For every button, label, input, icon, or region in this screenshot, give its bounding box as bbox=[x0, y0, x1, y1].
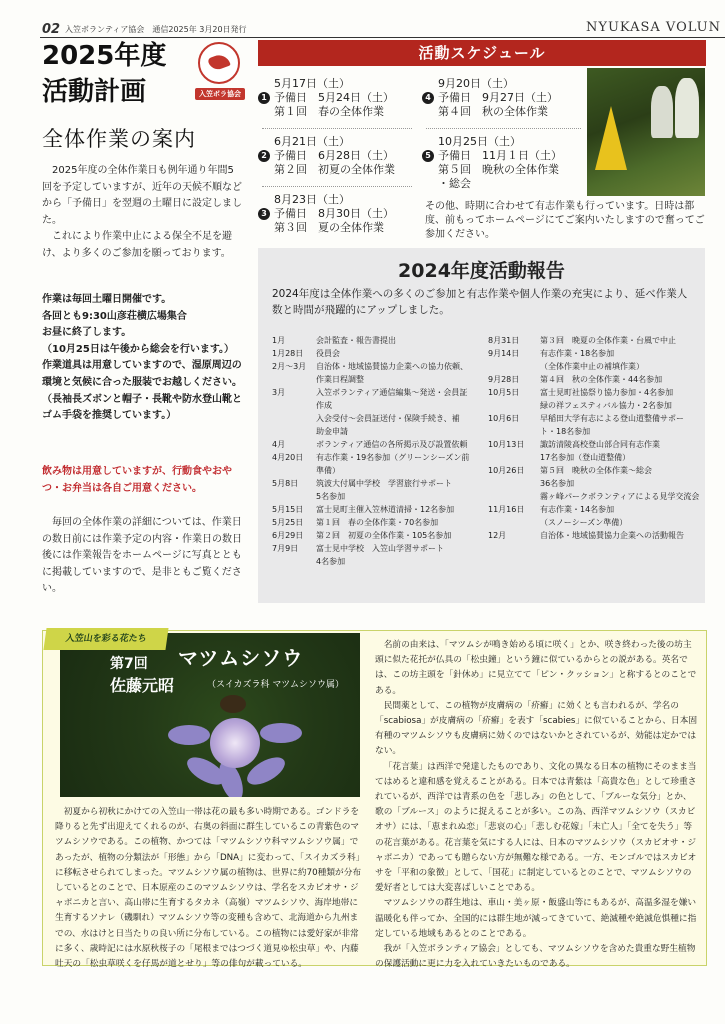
report-row bbox=[488, 464, 700, 477]
report-date: 10月6日 bbox=[488, 414, 520, 423]
flower-family: （スイカズラ科 マツムシソウ属） bbox=[207, 680, 345, 690]
work-info bbox=[42, 292, 247, 425]
work-info-line: 作業は毎回土曜日開催です。 bbox=[42, 294, 172, 305]
report-row bbox=[272, 555, 487, 568]
report-row bbox=[488, 373, 700, 386]
report-entry: 富士見町主催入笠林道清掃・12名参加 bbox=[316, 505, 455, 514]
report-entry: 早稲田大学有志による登山道整備サポー bbox=[540, 414, 684, 423]
report-entry: 富士見町社協祭り協力参加・4名参加 bbox=[540, 388, 674, 397]
report-date bbox=[272, 425, 316, 438]
report-row bbox=[272, 438, 487, 451]
flower-text-right bbox=[375, 638, 700, 972]
detail-text bbox=[42, 515, 247, 598]
report-date bbox=[272, 555, 316, 568]
flower-paragraph: 名前の由来は、「マツムシが鳴き始める頃に咲く」とか、咲き終わった後の坊主頭に似た花托が仏具の「松虫鐘」という鐘に似ているからとの説がある。英名では、この坊主頭を「針休め」に見立てて「ピン・クッション」と称するとのことである。 bbox=[375, 640, 697, 696]
schedule-item-5 bbox=[422, 135, 562, 191]
petal bbox=[168, 725, 210, 745]
schedule-item-1 bbox=[258, 77, 394, 119]
report-list-left bbox=[272, 334, 487, 568]
schedule-item-2 bbox=[258, 135, 395, 177]
schedule-item-4 bbox=[422, 77, 558, 119]
report-row bbox=[272, 490, 487, 503]
report-date: 4月 bbox=[272, 440, 286, 449]
sign-board-icon bbox=[595, 106, 627, 170]
bee-icon bbox=[220, 695, 246, 713]
report-row bbox=[272, 451, 487, 464]
report-date bbox=[272, 464, 316, 477]
report-entry: 第１回 春の全体作業・70名参加 bbox=[316, 518, 439, 527]
report-entry: 諏訪清陵高校登山部合同有志作業 bbox=[540, 440, 660, 449]
report-entry: 4名参加 bbox=[316, 557, 346, 566]
report-row bbox=[272, 477, 487, 490]
report-row bbox=[488, 503, 700, 516]
section-title: 全体作業の案内 bbox=[42, 127, 196, 151]
report-row bbox=[272, 464, 487, 477]
logo-badge-icon bbox=[198, 42, 240, 84]
report-lead: 2024年度は全体作業への多くのご参加と有志作業や個人作業の充実により、延べ作業人数と時間が飛躍的にアップしました。 bbox=[272, 288, 688, 316]
report-row bbox=[272, 386, 487, 399]
schedule-title: 活動スケジュール bbox=[258, 40, 706, 66]
number-badge: 4 bbox=[422, 92, 434, 104]
report-date: 1月28日 bbox=[272, 349, 304, 358]
brand-name: NYUKASA VOLUN bbox=[586, 20, 721, 35]
report-row bbox=[488, 360, 700, 373]
report-date: 5月15日 bbox=[272, 505, 304, 514]
report-entry: 第４回 秋の全体作業・44名参加 bbox=[540, 375, 663, 384]
plan-title-line2: 活動計画 bbox=[42, 77, 147, 107]
flower-center bbox=[210, 718, 260, 768]
report-entry: 作成 bbox=[316, 401, 332, 410]
divider bbox=[426, 128, 581, 129]
report-entry: 富士見中学校 入笠山学習サポート bbox=[316, 544, 444, 553]
report-row bbox=[488, 529, 700, 542]
report-date: 3月 bbox=[272, 388, 286, 397]
report-entry: 第５回 晩秋の全体作業～総会 bbox=[540, 466, 652, 475]
report-date: 5月25日 bbox=[272, 518, 304, 527]
report-date bbox=[488, 451, 540, 464]
report-date bbox=[488, 360, 540, 373]
flower-paragraph: マツムシソウの群生地は、車山・美ヶ原・飯盛山等にもあるが、高温多湿を嫌い温暖化も伴ってか、全国的には群生地が減ってきていて、絶滅種や絶滅危惧種に指定している地域もあるとのことである。 bbox=[375, 898, 697, 939]
schedule-reserve: 予備日 6月28日（土） bbox=[274, 149, 394, 162]
detail-paragraph: 毎回の全体作業の詳細については、作業日の数日前には作業予定の内容・作業日の数日後には作業報告をホームページに写真とともに掲載していますので、是非ともご覧ください。 bbox=[42, 517, 242, 595]
report-row bbox=[488, 386, 700, 399]
schedule-reserve: 予備日 5月24日（土） bbox=[274, 91, 394, 104]
food-note: 飲み物は用意していますが、行動食やおやつ・お弁当は各自ご用意ください。 bbox=[42, 466, 232, 494]
report-date bbox=[488, 490, 540, 503]
report-entry: （全体作業中止の補填作業） bbox=[540, 362, 644, 371]
report-date: 10月26日 bbox=[488, 466, 525, 475]
schedule-date: 10月25日（土） bbox=[438, 135, 521, 148]
report-entry: 役員会 bbox=[316, 349, 340, 358]
schedule-name: 第２回 初夏の全体作業 bbox=[274, 163, 395, 176]
report-entry: 第３回 晩夏の全体作業・台風で中止 bbox=[540, 336, 676, 345]
schedule-name: 第５回 晩秋の全体作業 bbox=[438, 163, 559, 176]
report-row bbox=[272, 412, 487, 425]
report-row bbox=[272, 360, 487, 373]
report-row bbox=[488, 347, 700, 360]
work-info-line: 作業道具は用意していますので、湿原周辺の環境と気候に合った服装でお越しください。 bbox=[42, 360, 242, 388]
report-date: 10月5日 bbox=[488, 388, 520, 397]
report-entry: 入会受付～会員証送付・保険手続き、補 bbox=[316, 414, 460, 423]
report-entry: 緑の祥フェスティバル協力・2名参加 bbox=[540, 401, 672, 410]
report-list-right bbox=[488, 334, 700, 542]
report-date: 9月28日 bbox=[488, 375, 520, 384]
worker-figure bbox=[675, 78, 699, 138]
divider bbox=[262, 128, 412, 129]
intro-paragraph: 2025年度の全体作業日も例年通り年間5回を予定していますが、近年の天候不順などから「予備日」を翌週の土曜日に設定しました。 bbox=[42, 165, 242, 226]
report-entry: ト・18名参加 bbox=[540, 427, 591, 436]
report-entry: 自治体・地域協賛協力企業への活動報告 bbox=[540, 531, 684, 540]
report-row bbox=[272, 542, 487, 555]
report-date: 10月13日 bbox=[488, 440, 525, 449]
report-entry: 自治体・地域協賛協力企業への協力依頼、 bbox=[316, 362, 468, 371]
report-entry: 有志作業・14名参加 bbox=[540, 505, 615, 514]
schedule-reserve: 予備日 11月１日（土） bbox=[438, 149, 562, 162]
schedule-date: 9月20日（土） bbox=[438, 77, 514, 90]
work-info-line: （10月25日は午後から総会を行います。） bbox=[42, 343, 235, 355]
report-row bbox=[488, 412, 700, 425]
report-entry: 筑波大付属中学校 学習旅行サポート bbox=[316, 479, 452, 488]
report-entry: 17名参加（登山道整備） bbox=[540, 453, 631, 462]
report-entry: 有志作業・18名参加 bbox=[540, 349, 615, 358]
schedule-note: その他、時期に合わせて有志作業も行っています。日時は都度、前もってホームページにてご案内いたしますので奮ってご参加ください。 bbox=[425, 201, 705, 240]
number-badge: 2 bbox=[258, 150, 270, 162]
report-entry: 有志作業・19名参加（グリーンシーズン前 bbox=[316, 453, 470, 462]
schedule-reserve: 予備日 9月27日（土） bbox=[438, 91, 558, 104]
report-date: 9月14日 bbox=[488, 349, 520, 358]
schedule-name: 第１回 春の全体作業 bbox=[274, 105, 384, 118]
flower-paragraph: 「花言葉」は西洋で発達したものであり、文化の異なる日本の植物にそのまま当てはめると違和感を覚えることがある。日本では青紫は「高貴な色」として珍重されているが、西洋では青系の色を「悲しみ」の色として、「ブルーな気分」とか、歌の「ブルース」のように捉えることが多い。この為、西洋マツムシソウ（スカビオサ）には、「恵まれぬ恋」「悲哀の心」「悲しむ花嫁」「未亡人」「全てを失う」等の花言葉がある。花言葉を気にする人には、日本のマツムシソウ（スカビオサ・ジャポニカ）であっても贈らない方が無難な様である。一方、モンゴルではスカビオサを「平和の象徴」として、「国花」に制定しているとのことで、マツムシソウの愛好者としては大変喜ばしいことである。 bbox=[375, 761, 697, 894]
intro-paragraph: これにより作業中止による保全不足を避け、より多くのご参加を願っております。 bbox=[42, 231, 232, 259]
work-info-line: 各回とも9:30山彦荘横広場集合 bbox=[42, 310, 187, 322]
intro-text bbox=[42, 163, 242, 263]
report-row bbox=[488, 438, 700, 451]
report-date: 1月 bbox=[272, 336, 286, 345]
report-date: 2月～3月 bbox=[272, 362, 307, 371]
report-row bbox=[272, 347, 487, 360]
report-entry: （スノーシーズン準備） bbox=[540, 518, 628, 527]
report-date bbox=[272, 399, 316, 412]
report-date: 7月9日 bbox=[272, 544, 299, 553]
series-tab: 入笠山を彩る花たち bbox=[43, 628, 168, 650]
volunteer-photo bbox=[587, 68, 705, 196]
report-row bbox=[272, 425, 487, 438]
report-date bbox=[272, 490, 316, 503]
flower-name: マツムシソウ bbox=[178, 646, 304, 670]
report-entry: 助金申請 bbox=[316, 427, 348, 436]
plan-title bbox=[42, 38, 166, 110]
schedule-date: 6月21日（土） bbox=[274, 135, 350, 148]
report-date bbox=[488, 425, 540, 438]
series-volume: 第7回 bbox=[110, 656, 148, 672]
report-entry: 5名参加 bbox=[316, 492, 346, 501]
report-date: 5月8日 bbox=[272, 479, 299, 488]
report-entry: 会計監査・報告書提出 bbox=[316, 336, 396, 345]
report-row bbox=[272, 373, 487, 386]
work-info-line: お昼に終了します。 bbox=[42, 327, 132, 339]
report-date: 6月29日 bbox=[272, 531, 304, 540]
author-name: 佐藤元昭 bbox=[110, 676, 175, 695]
report-entry: 第２回 初夏の全体作業・105名参加 bbox=[316, 531, 452, 540]
association-logo bbox=[195, 42, 245, 102]
schedule-name-extra: ・総会 bbox=[438, 177, 471, 190]
report-date: 11月16日 bbox=[488, 505, 525, 514]
report-row bbox=[272, 334, 487, 347]
report-row bbox=[488, 399, 700, 412]
schedule-reserve: 予備日 8月30日（土） bbox=[274, 207, 394, 220]
report-entry: 準備） bbox=[316, 466, 340, 475]
report-entry: ボランティア通信の各所掲示及び設置依頼 bbox=[316, 440, 468, 449]
report-row bbox=[488, 425, 700, 438]
report-entry: 作業日程調整 bbox=[316, 375, 364, 384]
number-badge: 1 bbox=[258, 92, 270, 104]
report-entry: 入笠ボランティア通信編集～発送・会員証 bbox=[316, 388, 468, 397]
report-title: 2024年度活動報告 bbox=[398, 260, 565, 282]
number-badge: 3 bbox=[258, 208, 270, 220]
report-date: 8月31日 bbox=[488, 336, 520, 345]
schedule-item-3 bbox=[258, 193, 394, 235]
schedule-date: 8月23日（土） bbox=[274, 193, 350, 206]
work-info-line: （長袖長ズボンと帽子・長靴や防水登山靴とゴム手袋を推奨しています。） bbox=[42, 393, 242, 422]
plan-title-line1: 2025年度 bbox=[42, 41, 167, 71]
logo-label: 入笠ボラ協会 bbox=[195, 88, 245, 100]
report-row bbox=[272, 503, 487, 516]
divider bbox=[262, 186, 412, 187]
report-row bbox=[272, 529, 487, 542]
report-date bbox=[272, 373, 316, 386]
schedule-name: 第３回 夏の全体作業 bbox=[274, 221, 384, 234]
worker-figure bbox=[651, 86, 673, 138]
report-row bbox=[272, 516, 487, 529]
flower-paragraph: 我が「入笠ボランティア協会」としても、マツムシソウを含めた貴重な野生植物の保護活動に更に力を入れていきたいものである。 bbox=[375, 944, 696, 970]
petal bbox=[260, 723, 302, 743]
report-entry: 霧ヶ峰パークボランティアによる見学交流会 bbox=[540, 492, 700, 501]
report-row bbox=[488, 451, 700, 464]
report-date bbox=[272, 412, 316, 425]
report-entry: 36名参加 bbox=[540, 479, 575, 488]
report-row bbox=[488, 334, 700, 347]
report-date bbox=[488, 516, 540, 529]
page-number: 02 bbox=[42, 22, 61, 37]
report-date bbox=[488, 477, 540, 490]
flower-paragraph: 初夏から初秋にかけての入笠山一帯は花の最も多い時期である。ゴンドラを降りると先ず出迎えてくれるのが、右奥の斜面に群生しているこの青紫色のマツムシソウである。この植物、かつては「マツムシソウ科マツムシソウ属」であったが、植物の分類法が「形態」から「DNA」に変わって、「スイカズラ科」に移転させられてしまった。マツムシソウ属の植物は、世界に約70種類が分布しているとのことで、日本原産のこのマツムシソウは、学名をスカビオサ・ジャポニカと言い、高山帯に生育するタカネ（高嶺）マツムシソウ、海岸地帯に生育するソナレ（磯馴れ）マツムシソウ等の変種も含めて、北海道から九州までの、水はけと日当たりの良い所に分布している。この植物には愛好家が非常に多く、歳時記には水原秋桜子の「尾根まではつづく道見ゆ松虫草」や、内藤吐天の「松虫草咲くを仔馬が道とせり」等の俳句が載っている。 bbox=[55, 807, 365, 970]
report-row bbox=[272, 399, 487, 412]
schedule-name: 第４回 秋の全体作業 bbox=[438, 105, 548, 118]
flower-paragraph: 民間薬として、この植物が皮膚病の「疥癬」に効くとも言われるが、学名の「scabiosa」が皮膚病の「疥癬」を表す「scabies」に似ていることから、日本固有種のマツムシソウも皮膚病に効くのではないかとされているが、効能は定かではない。 bbox=[375, 700, 698, 757]
page-header bbox=[0, 0, 725, 40]
report-date: 12月 bbox=[488, 531, 507, 540]
report-row bbox=[488, 490, 700, 503]
report-date bbox=[488, 399, 540, 412]
report-date: 4月20日 bbox=[272, 453, 304, 462]
issue-info: 入笠ボランティア協会 通信2025年 3月20日発行 bbox=[65, 25, 247, 34]
schedule-date: 5月17日（土） bbox=[274, 77, 350, 90]
flower-text-left bbox=[55, 805, 365, 972]
report-row bbox=[488, 516, 700, 529]
number-badge: 5 bbox=[422, 150, 434, 162]
report-box bbox=[258, 248, 705, 603]
report-row bbox=[488, 477, 700, 490]
